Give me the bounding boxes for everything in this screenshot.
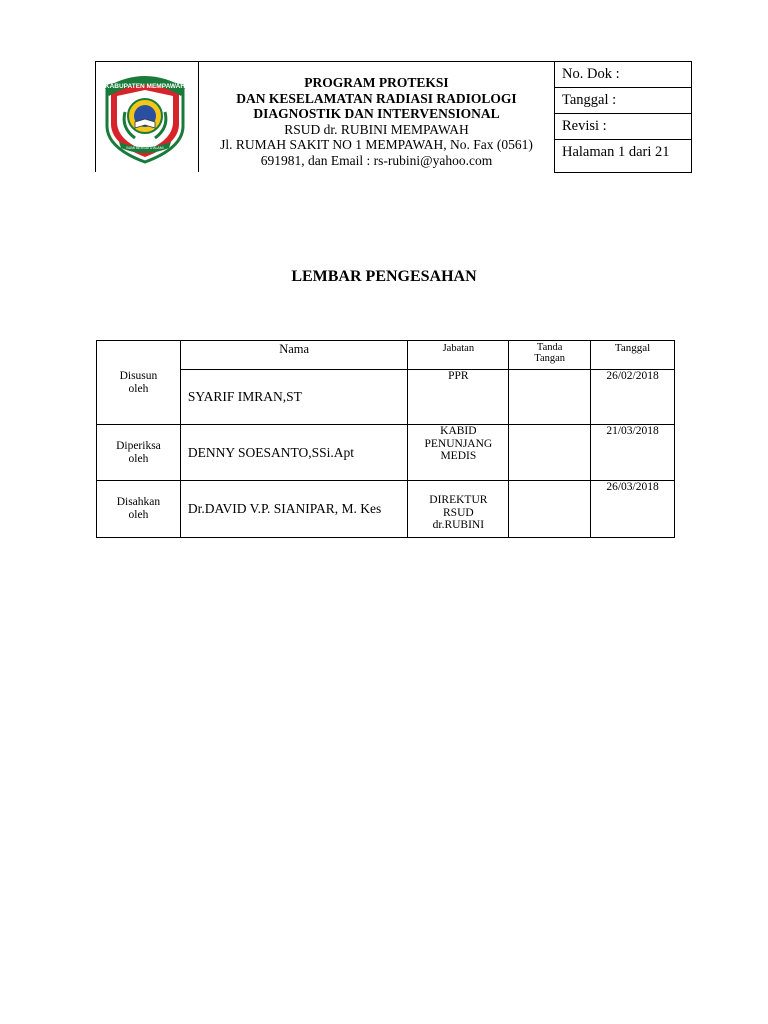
position-cell — [408, 481, 509, 538]
header-signature-line-1: Tanda — [536, 342, 563, 353]
address-line-1: Jl. RUMAH SAKIT NO 1 MEMPAWAH, No. Fax (0561) — [220, 137, 533, 152]
header-title-line-2: DAN KESELAMATAN RADIASI RADIOLOGI — [236, 90, 517, 106]
position-cell — [408, 370, 509, 425]
header-name: Nama — [180, 341, 408, 370]
revision-field: Revisi : — [555, 114, 691, 140]
role-cell — [97, 481, 181, 538]
header-title-block — [199, 75, 554, 168]
logo-banner-text: KABUPATEN MEMPAWAH — [104, 83, 186, 90]
role-label: Disahkan — [116, 496, 161, 508]
table-row — [97, 370, 675, 425]
position-line: RSUD — [443, 506, 474, 519]
position-line: PENUNJANG — [424, 437, 493, 450]
document-meta-box — [554, 61, 692, 173]
page-title: LEMBAR PENGESAHAN — [291, 268, 477, 285]
position-line: MEDIS — [440, 450, 477, 462]
header-title-line-1: PROGRAM PROTEKSI — [304, 75, 449, 90]
kabupaten-mempawah-logo — [101, 66, 189, 164]
role-cell — [97, 425, 181, 481]
signature-cell — [509, 425, 591, 481]
position-line: DIREKTUR — [429, 494, 488, 506]
hospital-name: RSUD dr. RUBINI MEMPAWAH — [284, 121, 469, 137]
header-title-line-3: DIAGNOSTIK DAN INTERVENSIONAL — [253, 106, 500, 121]
page-count-field: Halaman 1 dari 21 — [562, 144, 670, 160]
header-signature — [509, 341, 591, 370]
logo-motto-text: BUMI BERSATU ALAMI — [126, 146, 164, 150]
name-cell: Dr.DAVID V.P. SIANIPAR, M. Kes — [180, 481, 408, 538]
header-date: Tanggal — [591, 341, 675, 370]
position-line: PPR — [448, 370, 469, 382]
date-cell: 21/03/2018 — [591, 425, 675, 481]
date-cell: 26/02/2018 — [591, 370, 675, 425]
role-label-2: oleh — [128, 509, 149, 521]
role-label: Diperiksa — [116, 439, 161, 452]
role-label-2: oleh — [128, 382, 149, 395]
signature-cell — [509, 481, 591, 538]
signature-cell — [509, 370, 591, 425]
role-label-2: oleh — [128, 452, 149, 465]
name-cell: DENNY SOESANTO,SSi.Apt — [180, 425, 408, 481]
role-cell — [97, 341, 181, 425]
doc-number-field: No. Dok : — [555, 62, 691, 88]
table-row — [97, 481, 675, 538]
approval-table — [96, 340, 675, 538]
date-field: Tanggal : — [555, 88, 691, 114]
address-line-2: 691981, dan Email : rs-rubini@yahoo.com — [260, 152, 493, 168]
role-label: Disusun — [119, 369, 158, 382]
name-cell: SYARIF IMRAN,ST — [180, 370, 408, 425]
header-signature-line-2: Tangan — [534, 353, 566, 364]
position-line: dr.RUBINI — [432, 519, 485, 531]
table-header-row — [97, 341, 675, 370]
position-cell — [408, 425, 509, 481]
date-cell: 26/03/2018 — [591, 481, 675, 538]
table-row — [97, 425, 675, 481]
header-position: Jabatan — [408, 341, 509, 370]
header-top-border — [199, 61, 554, 62]
position-line: KABID — [440, 425, 477, 437]
